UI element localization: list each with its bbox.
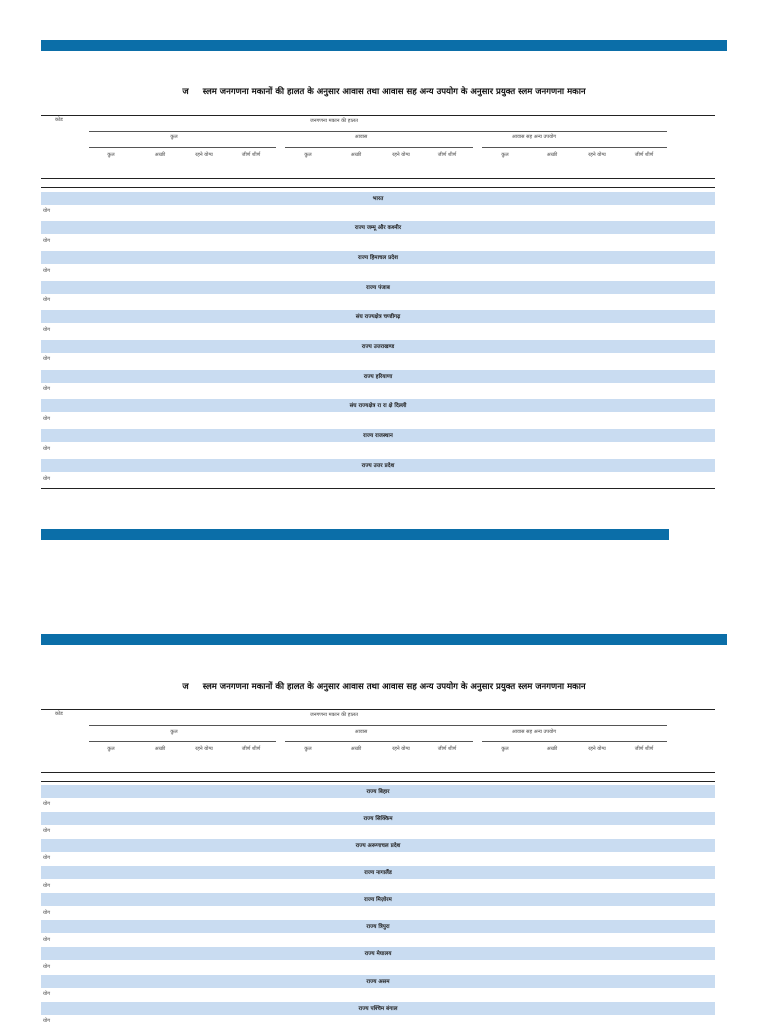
table-row: राज्य त्रिपुरा [41,920,715,933]
table-row: राज्य अरूणाचल प्रदेश [41,839,715,852]
subcol-good-1: अच्छी [154,152,166,158]
subcol-livable-1: रहने योग्य [195,746,213,752]
table-row: राज्य हिमाचल प्रदेश [41,251,715,264]
subcol-good-3: अच्छी [546,152,558,158]
table-row: योग [43,208,51,214]
table-row: योग [43,883,51,889]
subcol-total-2: कुल [304,746,312,752]
subcol-good-1: अच्छी [154,746,166,752]
table-row: राज्य पंजाब [41,281,715,294]
subcol-total-2: कुल [304,152,312,158]
subcol-good-2: अच्छी [350,152,362,158]
table-title-text: स्लम जनगणना मकानों की हालत के अनुसार आवास तथा आवास सह अन्य उपयोग के अनुसार प्रयुक्त स्लम जनगणना मकान [202,87,586,97]
table-row: योग [43,356,51,362]
group-header-total: कुल [170,134,178,140]
table-row: राज्य नागालैंड [41,866,715,879]
subcol-total-3: कुल [501,152,509,158]
header-band-top-2 [41,634,727,645]
table-title-text-2: स्लम जनगणना मकानों की हालत के अनुसार आवास तथा आवास सह अन्य उपयोग के अनुसार प्रयुक्त स्लम जनगणना मकान [202,682,586,692]
table-code-2: ज [182,682,189,692]
footer-band [41,529,669,540]
subcol-good-3: अच्छी [546,746,558,752]
col-code-header: कोड [55,711,63,717]
col-code-header: कोड [55,117,63,123]
table-row: राज्य जम्मू और कश्मीर [41,221,715,234]
group-header-residence-other: आवास सह अन्य उपयोग [511,134,557,140]
table-row: योग [43,446,51,452]
subcol-dilapidated-2: जीर्ण शीर्ण [437,746,457,752]
subcol-livable-1: रहने योग्य [195,152,213,158]
subcol-dilapidated-1: जीर्ण शीर्ण [241,746,261,752]
table-row: राज्य असम [41,975,715,988]
table-row: राज्य मिज़ोरम [41,893,715,906]
table-row: योग [43,297,51,303]
table-row: राज्य सिक्किम [41,812,715,825]
table-row: योग [43,416,51,422]
table-row: राज्य मेघालय [41,947,715,960]
subcol-dilapidated-1: जीर्ण शीर्ण [241,152,261,158]
table-row: राज्य बिहार [41,785,715,798]
table-row: राज्य हरियाणा [41,370,715,383]
group-main-header: जनगणना मकान की हालत [310,712,358,718]
table-row: योग [43,268,51,274]
subcol-livable-3: रहने योग्य [588,746,606,752]
table-row: राज्य राजस्थान [41,429,715,442]
header-band-top [41,40,727,51]
table-row: योग [43,801,51,807]
table-row: योग [43,327,51,333]
table-row: राज्य उत्तर प्रदेश [41,459,715,472]
table-row: योग [43,964,51,970]
table-row: राज्य पश्चिम बंगाल [41,1002,715,1015]
subcol-livable-3: रहने योग्य [588,152,606,158]
table-row: योग [43,828,51,834]
group-header-residence: आवास [354,134,368,140]
table-row: योग [43,476,51,482]
table-row: योग [43,991,51,997]
subcol-total-3: कुल [501,746,509,752]
table-row: राज्य उत्तराखण्ड [41,340,715,353]
table-row: योग [43,1018,51,1024]
table-row: योग [43,238,51,244]
subcol-dilapidated-3: जीर्ण शीर्ण [634,746,654,752]
subcol-livable-2: रहने योग्य [392,152,410,158]
table-row: योग [43,910,51,916]
subcol-total-1: कुल [107,152,115,158]
table-row: संघ राज्यक्षेत्र चण्डीगढ़ [41,310,715,323]
subcol-good-2: अच्छी [350,746,362,752]
group-header-residence-other: आवास सह अन्य उपयोग [511,729,557,735]
table-row: योग [43,855,51,861]
subcol-dilapidated-2: जीर्ण शीर्ण [437,152,457,158]
table-row: संघ राज्यक्षेत्र रा रा क्षे दिल्ली [41,399,715,412]
subcol-total-1: कुल [107,746,115,752]
table-row: भारत [41,192,715,205]
table-row: योग [43,937,51,943]
table-code: ज [182,87,189,97]
table-row: योग [43,386,51,392]
table-title-2 [41,681,727,692]
group-header-residence: आवास [354,729,368,735]
table-title [41,86,727,97]
subcol-livable-2: रहने योग्य [392,746,410,752]
group-main-header: जनगणना मकान की हालत [310,118,358,124]
subcol-dilapidated-3: जीर्ण शीर्ण [634,152,654,158]
group-header-total: कुल [170,729,178,735]
